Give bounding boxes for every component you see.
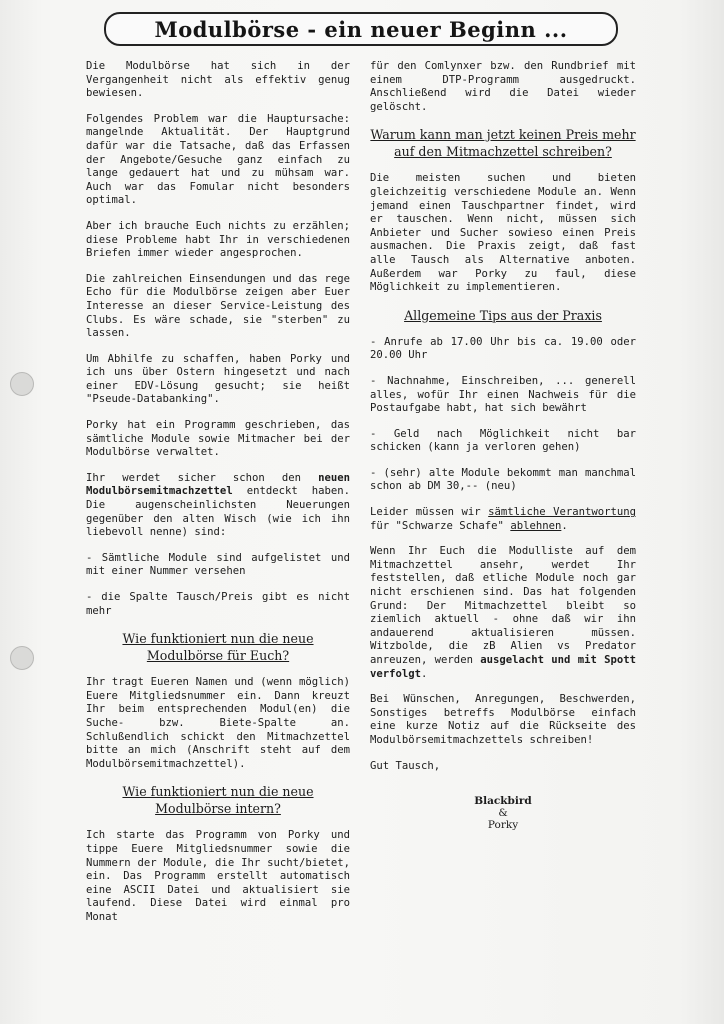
tip-item: - Anrufe ab 17.00 Uhr bis ca. 19.00 oder 20.00 Uhr [370, 335, 636, 362]
feedback-paragraph: Bei Wünschen, Anregungen, Beschwerden, Sonstiges betreffs Modulbörse einfach eine kurze Notiz auf die Rückseite des Modulbörsemitmachzettels schreiben! [370, 693, 636, 746]
punch-hole-1 [10, 372, 34, 396]
intro-paragraph: Die Modulbörse hat sich in der Vergangenheit nicht als effektiv genug bewiesen. [86, 60, 350, 100]
list-item: - die Spalte Tausch/Preis gibt es nicht mehr [86, 591, 350, 617]
how-to-paragraph: Ihr tragt Eueren Namen und (wenn möglich) Euere Mitgliedsnummer ein. Dann kreuzt Ihr beim entsprechenden Modul(en) die Suche- bzw. Biete-Spalte an. Schlußendlich schickt den Mitmachzettel bitte an mich (Anschrift steht auf dem Modulbörsemitmachzettel). [86, 676, 350, 770]
tip-item: - Geld nach Möglichkeit nicht bar schicken (kann ja verloren gehen) [370, 427, 636, 454]
list-item: - Sämtliche Module sind aufgelistet und mit einer Nummer versehen [86, 551, 350, 578]
left-column [86, 60, 350, 937]
right-column [370, 60, 636, 831]
no-price-paragraph: Die meisten suchen und bieten gleichzeitig verschiedene Module an. Wenn jemand einen Tauschpartner findet, wird er tauschen. Wenn nicht, müssen sich Anbieter und Sucher sowieso einen Preis ausmachen. Die Praxis zeigt, daß fast alle Tausch als Alternative anboten. Außerdem war Porky zu faul, diese Möglichkeit zu implementieren. [370, 172, 636, 294]
internal-paragraph: Ich starte das Programm von Porky und tippe Euere Mitgliedsnummer sowie die Nummern der Module, die Ihr sucht/bietet, ein. Das Programm erstellt automatisch eine ASCII Datei und aktualisiert sie laufend. Diese Datei wird einmal pro Monat [86, 829, 350, 923]
echo-paragraph: Die zahlreichen Einsendungen und das rege Echo für die Modulbörse zeigen aber Euer Interesse an dieser Service-Leistung des Clubs. Es wäre schade, sie "sterben" zu lassen. [86, 272, 350, 340]
signature-block [370, 795, 636, 831]
section-heading-internal: Wie funktioniert nun die neue Modulbörse intern? [122, 784, 314, 817]
page-title: Modulbörse - ein neuer Beginn ... [154, 16, 568, 42]
signature-name-2: Porky [487, 819, 519, 832]
new-form-paragraph: Ihr werdet sicher schon den neuen Modulbörsemitmachzettel entdeckt haben. Die augenscheinlichsten Neuerungen gegenüber den alten Wisch (wie ich ihn liebevoll nenne) sind: [86, 471, 350, 539]
tip-item: - Nachnahme, Einschreiben, ... generell alles, wofür Ihr einen Nachweis für die Postaufgabe habt, hat sich bewährt [370, 374, 636, 415]
section-heading-tips: Allgemeine Tips aus der Praxis [404, 307, 602, 323]
highlight-new-form: neuen Modulbörsemitmachzettel [86, 471, 350, 498]
closing-line: Gut Tausch, [370, 759, 441, 772]
module-list-paragraph: Wenn Ihr Euch die Modulliste auf dem Mitmachzettel ansehr, werdet Ihr feststellen, daß etliche Module noch gar nicht erschienen sind. Das hat folgenden Grund: Der Mitmachzettel bleibt so ziemlich aktuell - ohne daß wir ihn andauerend aktualisieren müssen. Witzbolde, die zB Alien vs Predator anreuzen, werden ausgelacht und mit Spott verfolgt. [370, 545, 636, 680]
disclaimer-paragraph: Leider müssen wir sämtliche Verantwortung für "Schwarze Schafe" ablehnen. [370, 506, 636, 532]
solution-paragraph: Um Abhilfe zu schaffen, haben Porky und ich uns über Ostern hingesetzt und nach einer EDV-Lösung gesucht; sie heißt "Pseude-Databanking". [86, 352, 350, 406]
title-banner [104, 12, 618, 46]
tip-item: - (sehr) alte Module bekommt man manchmal schon ab DM 30,-- (neu) [370, 466, 636, 493]
program-paragraph: Porky hat ein Programm geschrieben, das sämtliche Module sowie Mitmacher bei der Modulbörse verwaltet. [86, 419, 350, 459]
section-heading-no-price: Warum kann man jetzt keinen Preis mehr auf den Mitmachzettel schreiben? [370, 127, 636, 160]
complaints-paragraph: Aber ich brauche Euch nichts zu erzählen; diese Probleme habt Ihr in verschiedenen Briefen immer wieder angesprochen. [86, 219, 350, 260]
section-heading-for-you: Wie funktioniert nun die neue Modulbörse für Euch? [122, 631, 314, 664]
problem-paragraph: Folgendes Problem war die Hauptursache: mangelnde Aktualität. Der Hauptgrund dafür war die Tatsache, daß das Erfassen der Angebote/Gesuche ganz einfach zu lange gedauert hat und zu mühsam war. Auch war das Fomular nicht besonders optimal. [86, 112, 350, 207]
punch-hole-2 [10, 646, 34, 670]
signature-ampersand: & [498, 807, 508, 820]
signature-name-1: Blackbird [474, 795, 532, 808]
continued-paragraph: für den Comlynxer bzw. den Rundbrief mit einem DTP-Programm ausgedruckt. Anschließend wird die Datei wieder gelöscht. [370, 60, 636, 113]
